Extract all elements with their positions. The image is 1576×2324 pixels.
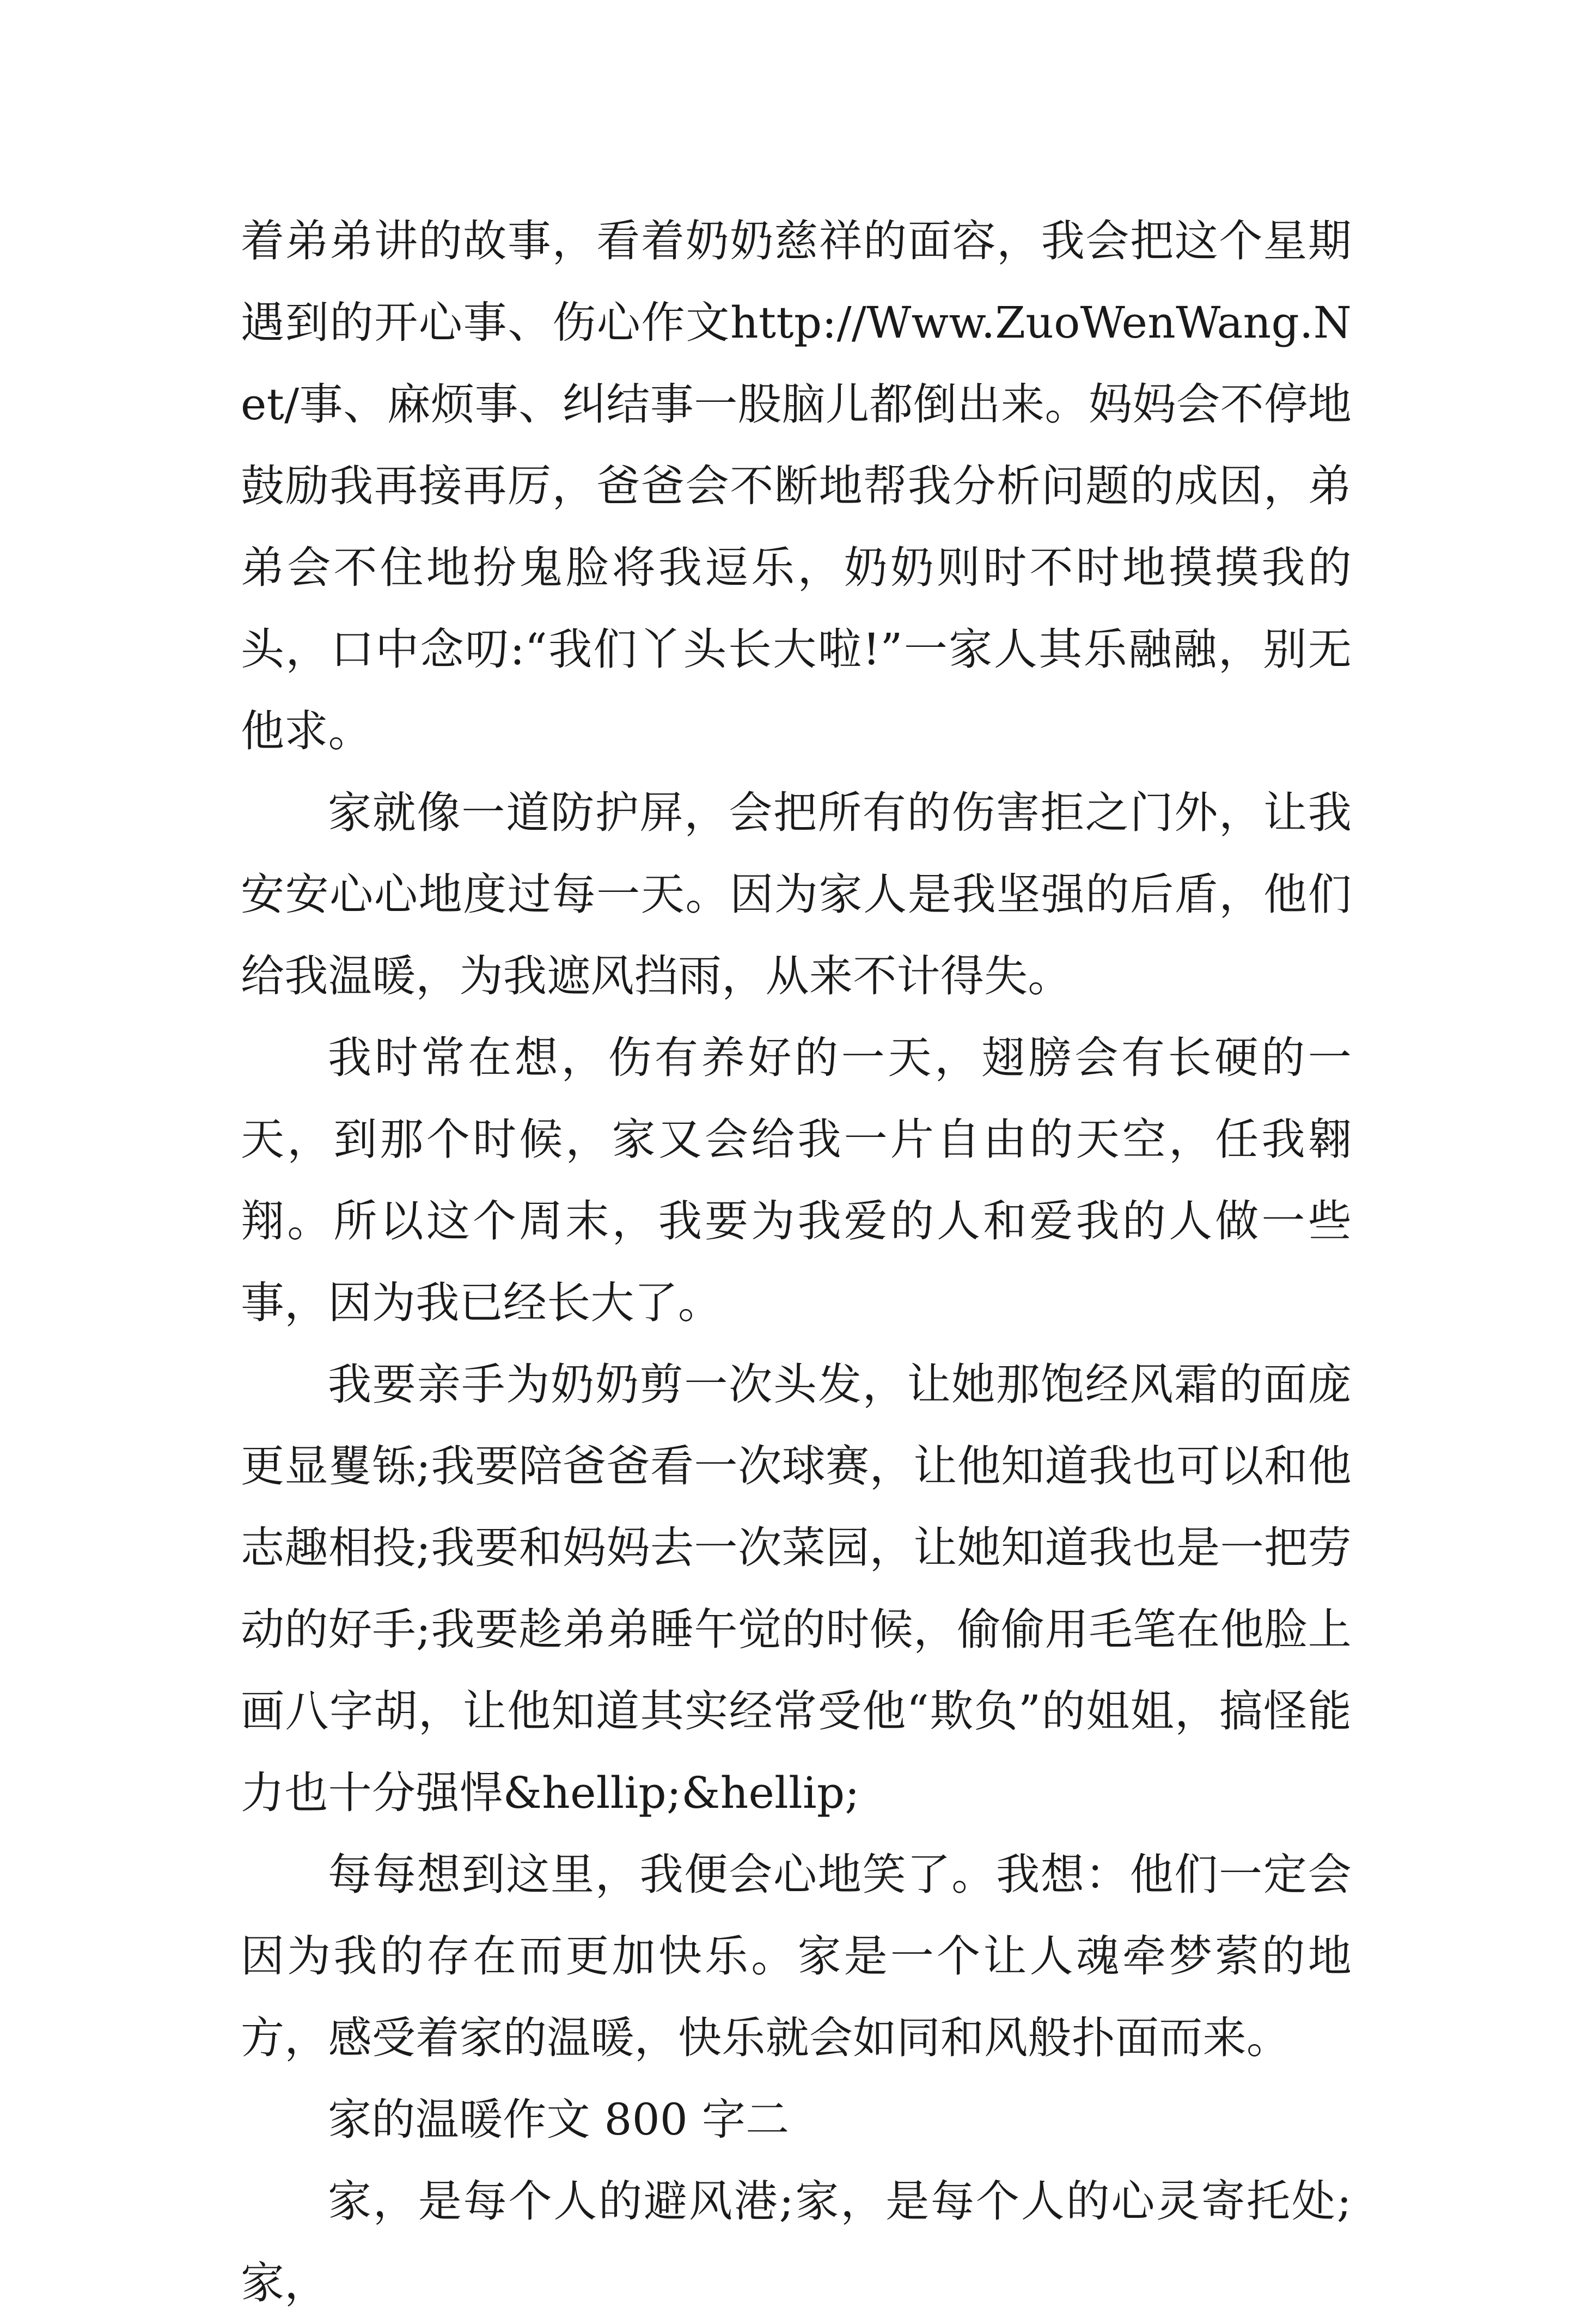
document-body [241,200,1352,2324]
paragraph-3: 我时常在想，伤有养好的一天，翅膀会有长硬的一天，到那个时候，家又会给我一片自由的天空，任我翱翔。所以这个周末，我要为我爱的人和爱我的人做一些事，因为我已经长大了。 [241,1032,1352,1328]
paragraph-2: 家就像一道防护屏，会把所有的伤害拒之门外，让我安安心心地度过每一天。因为家人是我坚强的后盾，他们给我温暖，为我遮风挡雨，从来不计得失。 [241,787,1352,1001]
paragraph-5: 每每想到这里，我便会心地笑了。我想：他们一定会因为我的存在而更加快乐。家是一个让人魂牵梦萦的地方，感受着家的温暖，快乐就会如同和风般扑面而来。 [241,1849,1352,2063]
paragraph-4: 我要亲手为奶奶剪一次头发，让她那饱经风霜的面庞更显矍铄;我要陪爸爸看一次球赛，让他知道我也可以和他志趣相投;我要和妈妈去一次菜园，让她知道我也是一把劳动的好手;我要趁弟弟睡午觉的时候，偷偷用毛笔在他脸上画八字胡，让他知道其实经常受他“欺负”的姐姐，搞怪能力也十分强悍&hellip;&hellip; [241,1359,1352,1818]
section-heading: 家的温暖作文 800 字二 [328,2094,790,2145]
paragraph-7: 家，是每个人的避风港;家，是每个人的心灵寄托处;家， [241,2176,1352,2308]
paragraph-1: 着弟弟讲的故事，看着奶奶慈祥的面容，我会把这个星期遇到的开心事、伤心作文http://Www.ZuoWenWang.Net/事、麻烦事、纠结事一股脑儿都倒出来。妈妈会不停地鼓励我再接再厉，爸爸会不断地帮我分析问题的成因，弟弟会不住地扮鬼脸将我逗乐，奶奶则时不时地摸摸我的头，口中念叨:“我们丫头长大啦!”一家人其乐融融，别无他求。 [241,216,1352,756]
